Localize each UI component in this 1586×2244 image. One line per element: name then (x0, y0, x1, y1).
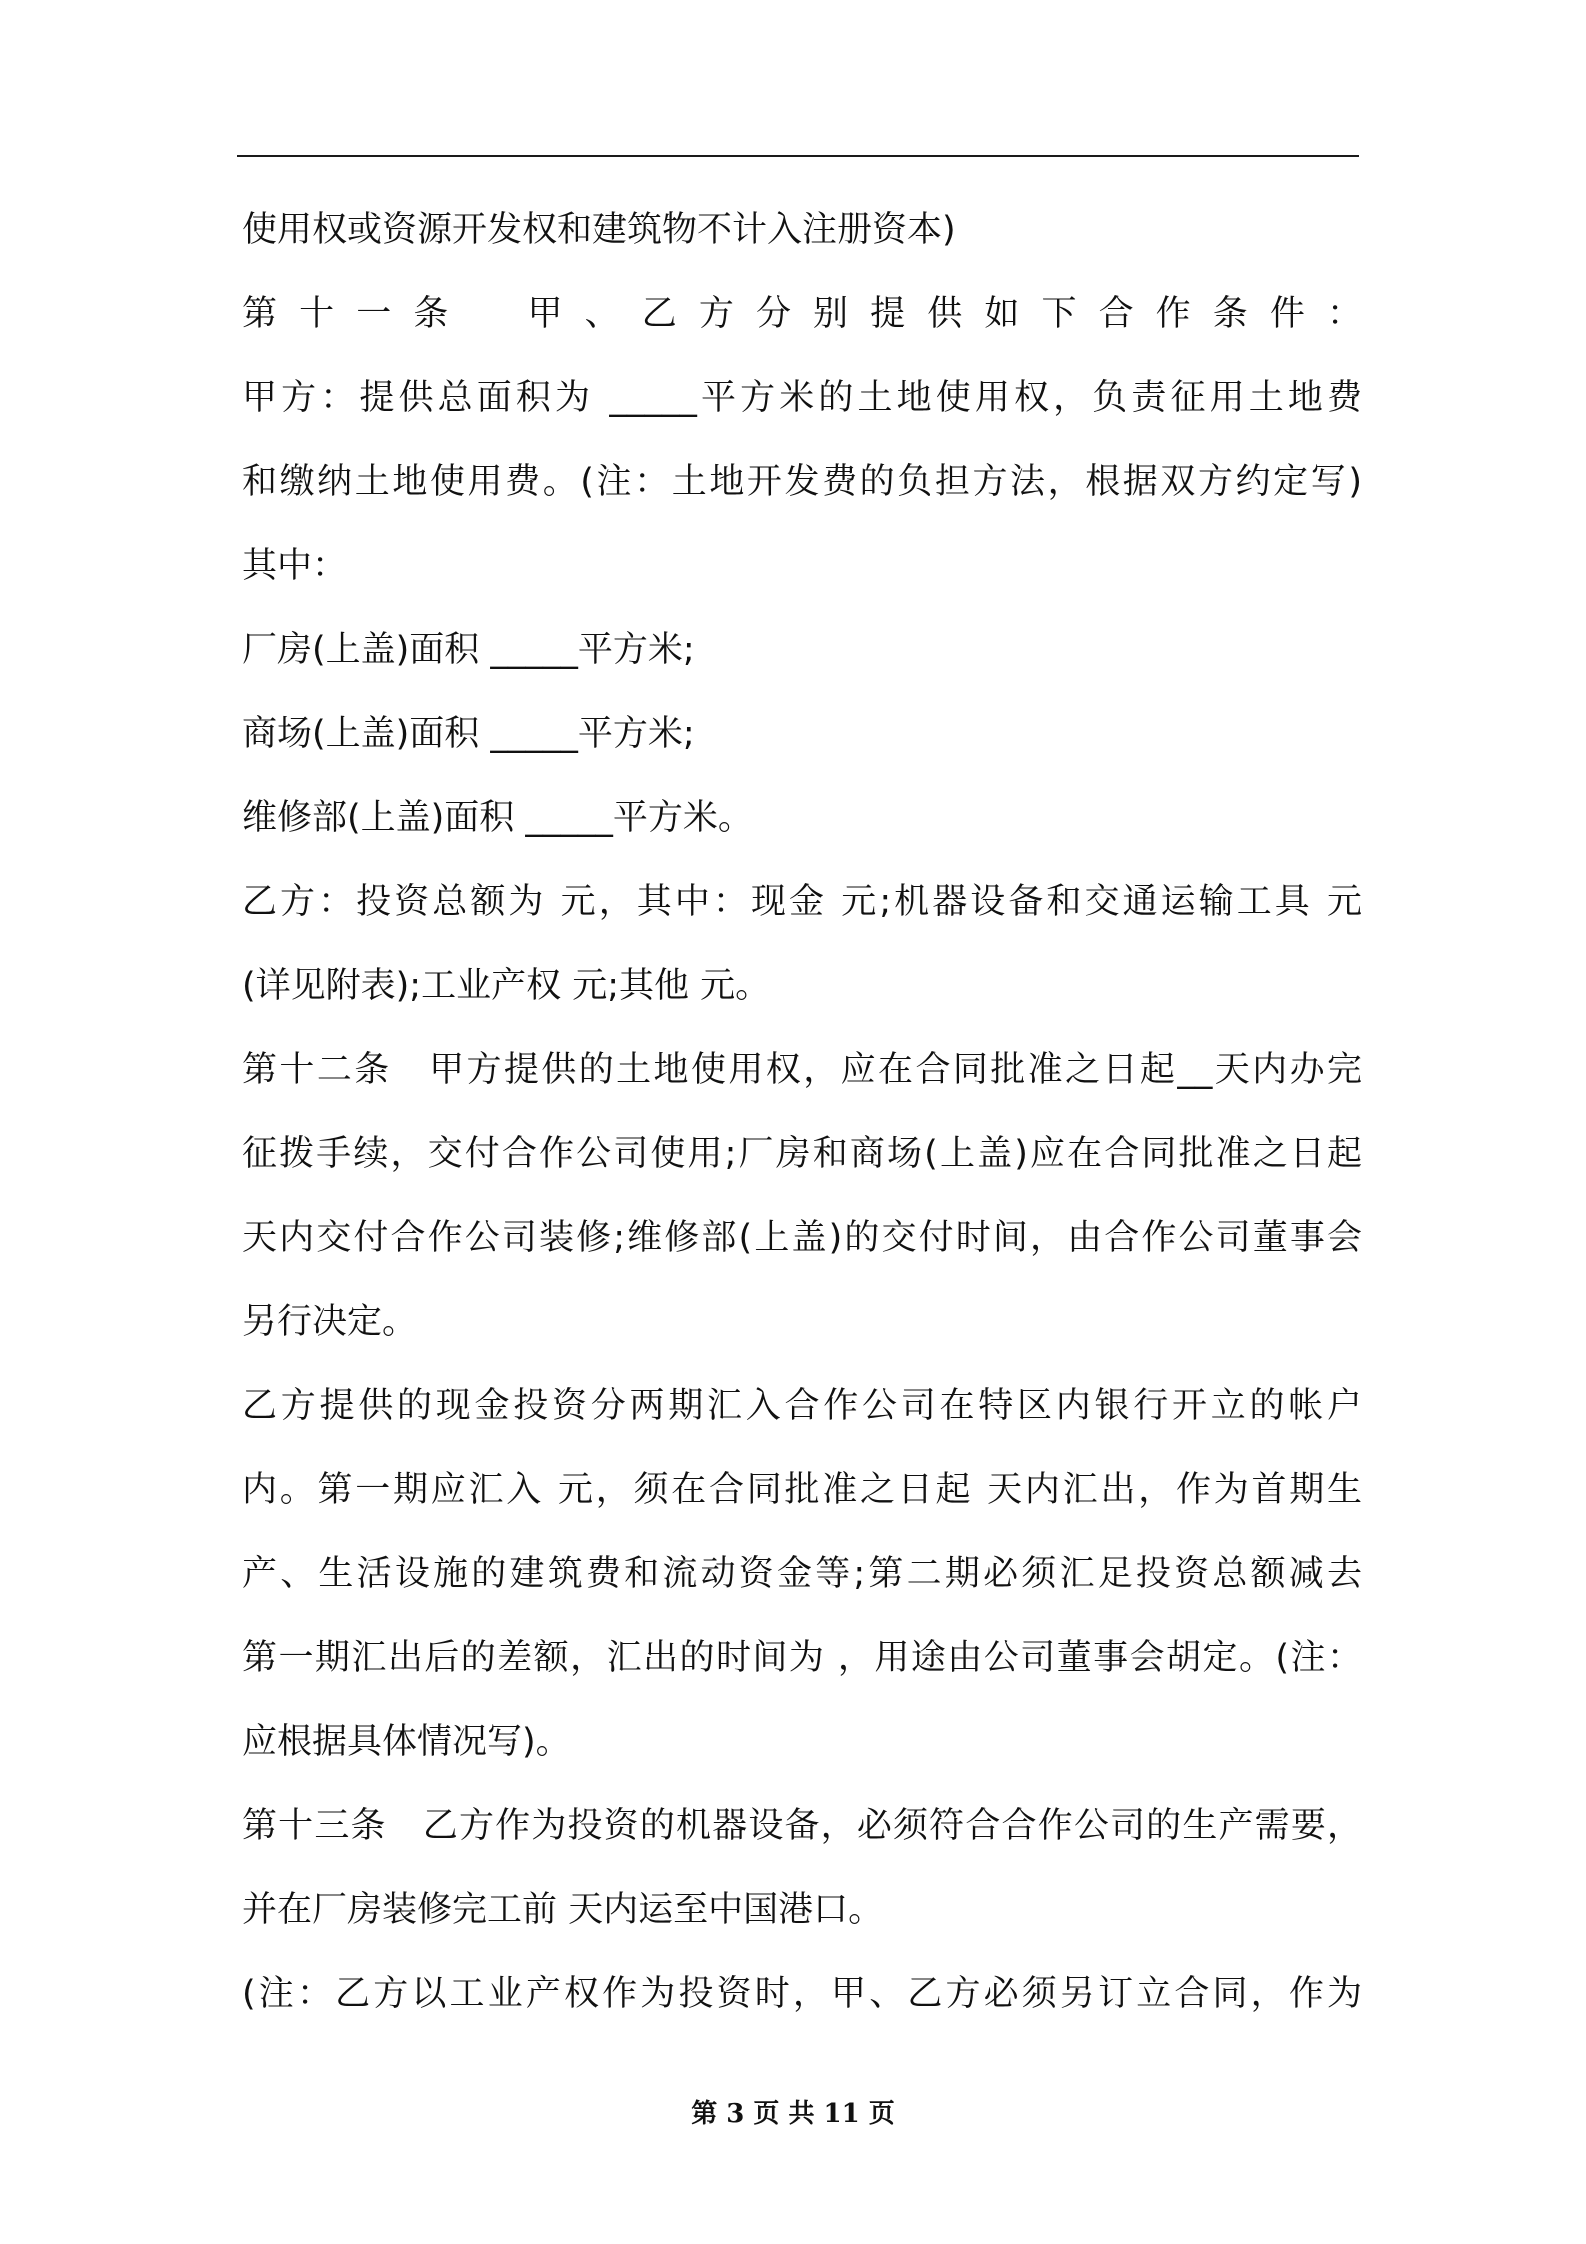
body-line: 天内交付合作公司装修;维修部(上盖)的交付时间，由合作公司董事会 (242, 1218, 1362, 1258)
body-line: 商场(上盖)面积 _____平方米; (242, 714, 695, 754)
body-line: 其中： (242, 546, 348, 586)
body-line: 甲方：提供总面积为 _____平方米的土地使用权，负责征用土地费 (242, 378, 1362, 418)
body-line: 和缴纳土地使用费。(注：土地开发费的负担方法，根据双方约定写) (242, 462, 1362, 502)
body-line: 厂房(上盖)面积 _____平方米; (242, 630, 695, 670)
body-line: 乙方提供的现金投资分两期汇入合作公司在特区内银行开立的帐户 (242, 1386, 1362, 1426)
article-12-heading: 第十二条 甲方提供的土地使用权，应在合同批准之日起__天内办完 (242, 1050, 1362, 1090)
body-line: 另行决定。 (242, 1302, 418, 1342)
body-line: 应根据具体情况写)。 (242, 1722, 571, 1762)
body-line: 维修部(上盖)面积 _____平方米。 (242, 798, 753, 838)
body-line: (注：乙方以工业产权作为投资时，甲、乙方必须另订立合同，作为 (242, 1974, 1362, 2014)
body-line: 使用权或资源开发权和建筑物不计入注册资本) (242, 210, 956, 250)
document-body (242, 195, 1362, 2043)
article-11-heading: 第十一条 甲、乙方分别提供如下合作条件： (242, 294, 1362, 334)
body-line: 并在厂房装修完工前 天内运至中国港口。 (242, 1890, 884, 1930)
article-13-heading: 第十三条 乙方作为投资的机器设备，必须符合合作公司的生产需要， (242, 1806, 1362, 1846)
header-rule (237, 155, 1359, 157)
body-line: 第一期汇出后的差额，汇出的时间为 ，用途由公司董事会胡定。(注： (242, 1638, 1362, 1678)
body-line: (详见附表);工业产权 元;其他 元。 (242, 966, 771, 1006)
body-line: 征拨手续，交付合作公司使用;厂房和商场(上盖)应在合同批准之日起 (242, 1134, 1362, 1174)
body-line: 产、生活设施的建筑费和流动资金等;第二期必须汇足投资总额减去 (242, 1554, 1362, 1594)
body-line: 乙方：投资总额为 元，其中：现金 元;机器设备和交通运输工具 元 (242, 882, 1362, 922)
page-number-footer: 第 3 页 共 11 页 (691, 2099, 895, 2129)
body-line: 内。第一期应汇入 元，须在合同批准之日起 天内汇出，作为首期生 (242, 1470, 1362, 1510)
